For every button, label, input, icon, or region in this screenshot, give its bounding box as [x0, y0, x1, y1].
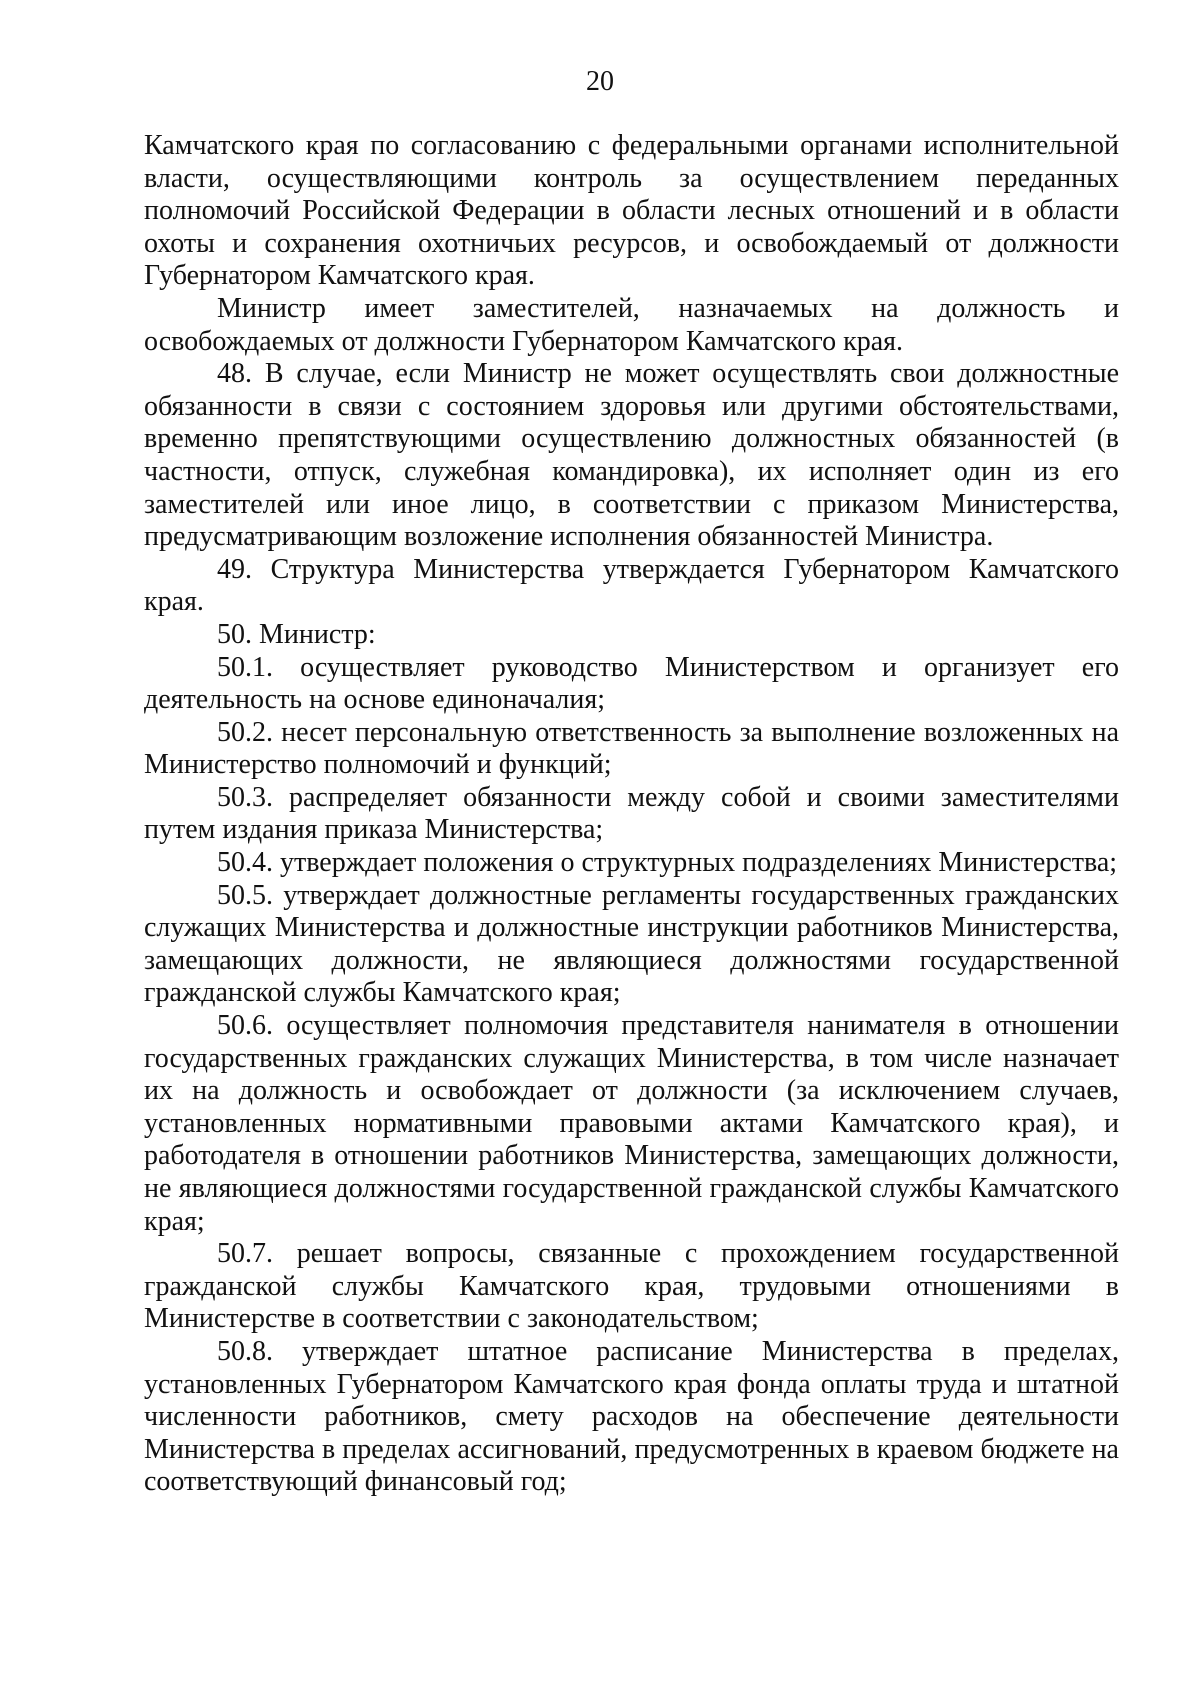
- page-number: 20: [586, 66, 614, 97]
- paragraph-50-7: 50.7. решает вопросы, связанные с прохождением государственной гражданской службы Камчатского края, трудовыми отношениями в Министерстве в соответствии с законодательством;: [144, 1238, 1119, 1335]
- paragraph-50-3: 50.3. распределяет обязанности между собой и своими заместителями путем издания приказа Министерства;: [144, 781, 1119, 846]
- paragraph-50-4: 50.4. утверждает положения о структурных подразделениях Министерства;: [217, 847, 1118, 879]
- paragraph-50-6: 50.6. осуществляет полномочия представителя нанимателя в отношении государственных гражданских служащих Министерства, в том числе назначает их на должность и освобождает от должности (за исключением случаев, установленных нормативными правовыми актами Камчатского края), и работодателя в отношении работников Министерства, замещающих должности, не являющиеся должностями государственной гражданской службы Камчатского края;: [144, 1010, 1119, 1237]
- paragraph-48: 48. В случае, если Министр не может осуществлять свои должностные обязанности в связи с состоянием здоровья или другими обстоятельствами, временно препятствующими осуществлению должностных обязанностей (в частности, отпуск, служебная командировка), их исполняет один из его заместителей или иное лицо, в соответствии с приказом Министерства, предусматривающим возложение исполнения обязанностей Министра.: [144, 358, 1119, 553]
- document-body: [144, 130, 1119, 1499]
- paragraph-50-1: 50.1. осуществляет руководство Министерством и организует его деятельность на основе единоначалия;: [144, 651, 1119, 716]
- paragraph-49: 49. Структура Министерства утверждается Губернатором Камчатского края.: [144, 553, 1119, 618]
- paragraph-continuation: Камчатского края по согласованию с федеральными органами исполнительной власти, осуществляющими контроль за осуществлением переданных полномочий Российской Федерации в области лесных отношений и в области охоты и сохранения охотничьих ресурсов, и освобождаемый от должности Губернатором Камчатского края.: [144, 130, 1119, 292]
- paragraph-50-2: 50.2. несет персональную ответственность за выполнение возложенных на Министерство полномочий и функций;: [144, 716, 1119, 781]
- paragraph-50-5: 50.5. утверждает должностные регламенты государственных гражданских служащих Министерства и должностные инструкции работников Министерства, замещающих должности, не являющиеся должностями государственной гражданской службы Камчатского края;: [144, 879, 1119, 1009]
- paragraph-50-8: 50.8. утверждает штатное расписание Министерства в пределах, установленных Губернатором Камчатского края фонда оплаты труда и штатной численности работников, смету расходов на обеспечение деятельности Министерства в пределах ассигнований, предусмотренных в краевом бюджете на соответствующий финансовый год;: [144, 1335, 1119, 1498]
- paragraph-deputies: Министр имеет заместителей, назначаемых на должность и освобождаемых от должности Губернатором Камчатского края.: [144, 292, 1119, 357]
- paragraph-50: 50. Министр:: [217, 618, 376, 650]
